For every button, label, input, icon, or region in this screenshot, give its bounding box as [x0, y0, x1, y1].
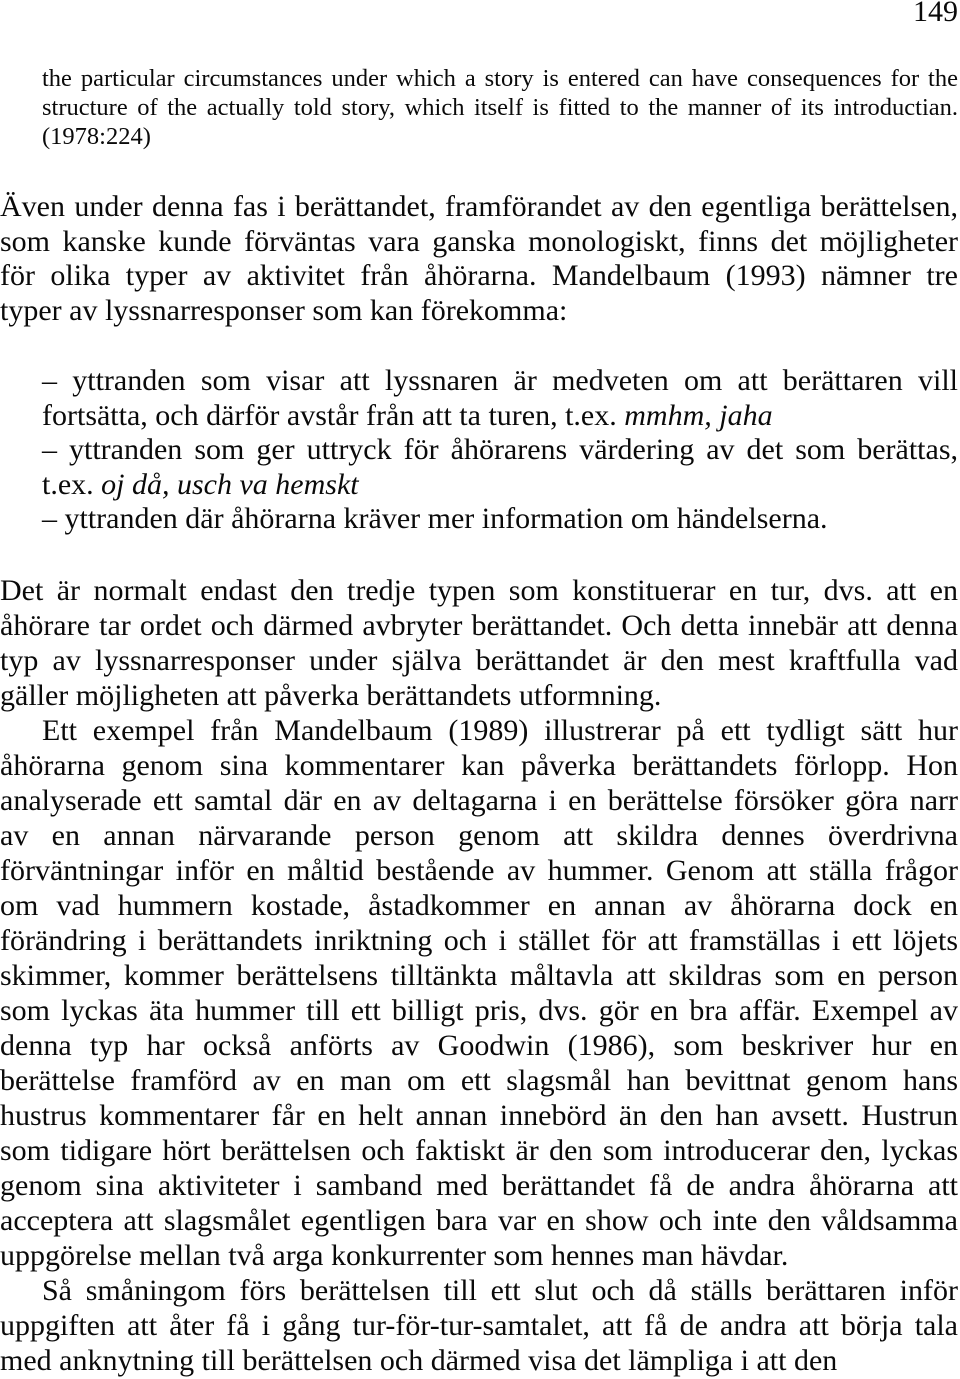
body-text: [0, 573, 958, 1378]
paragraph-line: gäller möjligheten att påverka berättandets utformning.: [0, 678, 662, 712]
list-item-line: – yttranden där åhörarna kräver mer information om händelserna.: [42, 502, 828, 536]
paragraph-line: för olika typer av aktivitet från åhörarna. Mandelbaum (1993) nämner tre: [0, 259, 958, 293]
paragraph-line: Så småningom förs berättelsen till ett slut och då ställs berättaren inför: [42, 1273, 958, 1307]
line-text: t.ex.: [42, 467, 102, 501]
quote-line: the particular circumstances under which a story is entered can have consequences for the: [42, 64, 958, 92]
list-item: [42, 502, 958, 537]
paragraph-line: hustrus kommentarer får en helt annan innebörd än den han avsett. Hustrun: [0, 1098, 958, 1132]
paragraph-line: Det är normalt endast den tredje typen som konstituerar en tur, dvs. att en: [0, 573, 958, 607]
list-item-line: – yttranden som ger uttryck för åhörarens värdering av det som berättas,: [42, 433, 958, 467]
paragraph-line: Ett exempel från Mandelbaum (1989) illustrerar på ett tydligt sätt hur: [42, 713, 958, 747]
paragraph-line: genom sina aktiviteter i samband med berättandet få de andra åhörarna att: [0, 1168, 958, 1202]
paragraph-line: typ av lyssnarresponser under själva berättandet är den mest kraftfulla vad: [0, 643, 958, 677]
paragraph-line: förväntningar inför en måltid bestående av hummer. Genom att ställa frågor: [0, 853, 958, 887]
paragraph: [0, 713, 958, 1273]
block-quote: [42, 64, 958, 151]
list-item: [42, 433, 958, 502]
paragraph: [0, 190, 958, 328]
listener-response-list: [42, 364, 958, 537]
paragraph-line: förändring i berättandets inriktning och i stället för att framställas i ett löjets: [0, 923, 958, 957]
paragraph-line: berättelse framförd av en man om ett slagsmål han bevittnat genom hans: [0, 1063, 958, 1097]
paragraph-line: som lyckas äta hummer till ett billigt pris, dvs. gör en bra affär. Exempel av: [0, 993, 958, 1027]
paragraph-line: Även under denna fas i berättandet, framförandet av den egentliga berättelsen,: [0, 190, 958, 223]
paragraph-line: om vad hummern kostade, åstadkommer en annan av åhörarna dock en: [0, 888, 958, 922]
example-utterance: oj då, usch va hemskt: [101, 467, 359, 501]
paragraph: [0, 1273, 958, 1378]
paragraph-line: som tidigare hört berättelsen och faktiskt är den som introducerar den, lyckas: [0, 1133, 958, 1167]
page-number: 149: [913, 0, 958, 28]
example-utterance: mmhm, jaha: [624, 398, 773, 432]
paragraph-line: denna typ har också anförts av Goodwin (1986), som beskriver hur en: [0, 1028, 958, 1062]
list-item: [42, 364, 958, 433]
paragraph-line: acceptera att slagsmålet egentligen bara var en show och inte den våldsamma: [0, 1203, 958, 1237]
paragraph-line: som kanske kunde förväntas vara ganska monologiskt, finns det möjligheter: [0, 224, 958, 258]
paragraph-line: åhörare tar ordet och därmed avbryter berättandet. Och detta innebär att denna: [0, 608, 958, 642]
paragraph-line: uppgiften att åter få i gång tur-för-tur-samtalet, att få de andra att börja tala: [0, 1308, 958, 1342]
paragraph-line: åhörarna genom sina kommentarer kan påverka berättandets förlopp. Hon: [0, 748, 958, 782]
list-item-line: [42, 468, 958, 503]
paragraph-line: analyserade ett samtal där en av deltagarna i en berättelse försöker göra narr: [0, 783, 958, 817]
paragraph-line: skimmer, kommer berättelsens tilltänkta måltavla att skildras som en person: [0, 958, 958, 992]
list-item-line: [42, 399, 958, 434]
paragraph-line: typer av lyssnarresponser som kan förekomma:: [0, 293, 568, 327]
paragraph-line: med anknytning till berättelsen och därmed visa det lämpliga i att den: [0, 1343, 838, 1377]
quote-line: structure of the actually told story, which itself is fitted to the manner of its introductian.: [42, 93, 958, 121]
paragraph-line: av en annan närvarande person genom att skildra dennes överdrivna: [0, 818, 958, 852]
paragraph: [0, 573, 958, 713]
paragraph-line: uppgörelse mellan två arga konkurrenter som hennes man hävdar.: [0, 1238, 789, 1272]
quote-line: (1978:224): [42, 122, 151, 150]
line-text: fortsätta, och därför avstår från att ta turen, t.ex.: [42, 398, 625, 432]
list-item-line: – yttranden som visar att lyssnaren är medveten om att berättaren vill: [42, 364, 958, 397]
